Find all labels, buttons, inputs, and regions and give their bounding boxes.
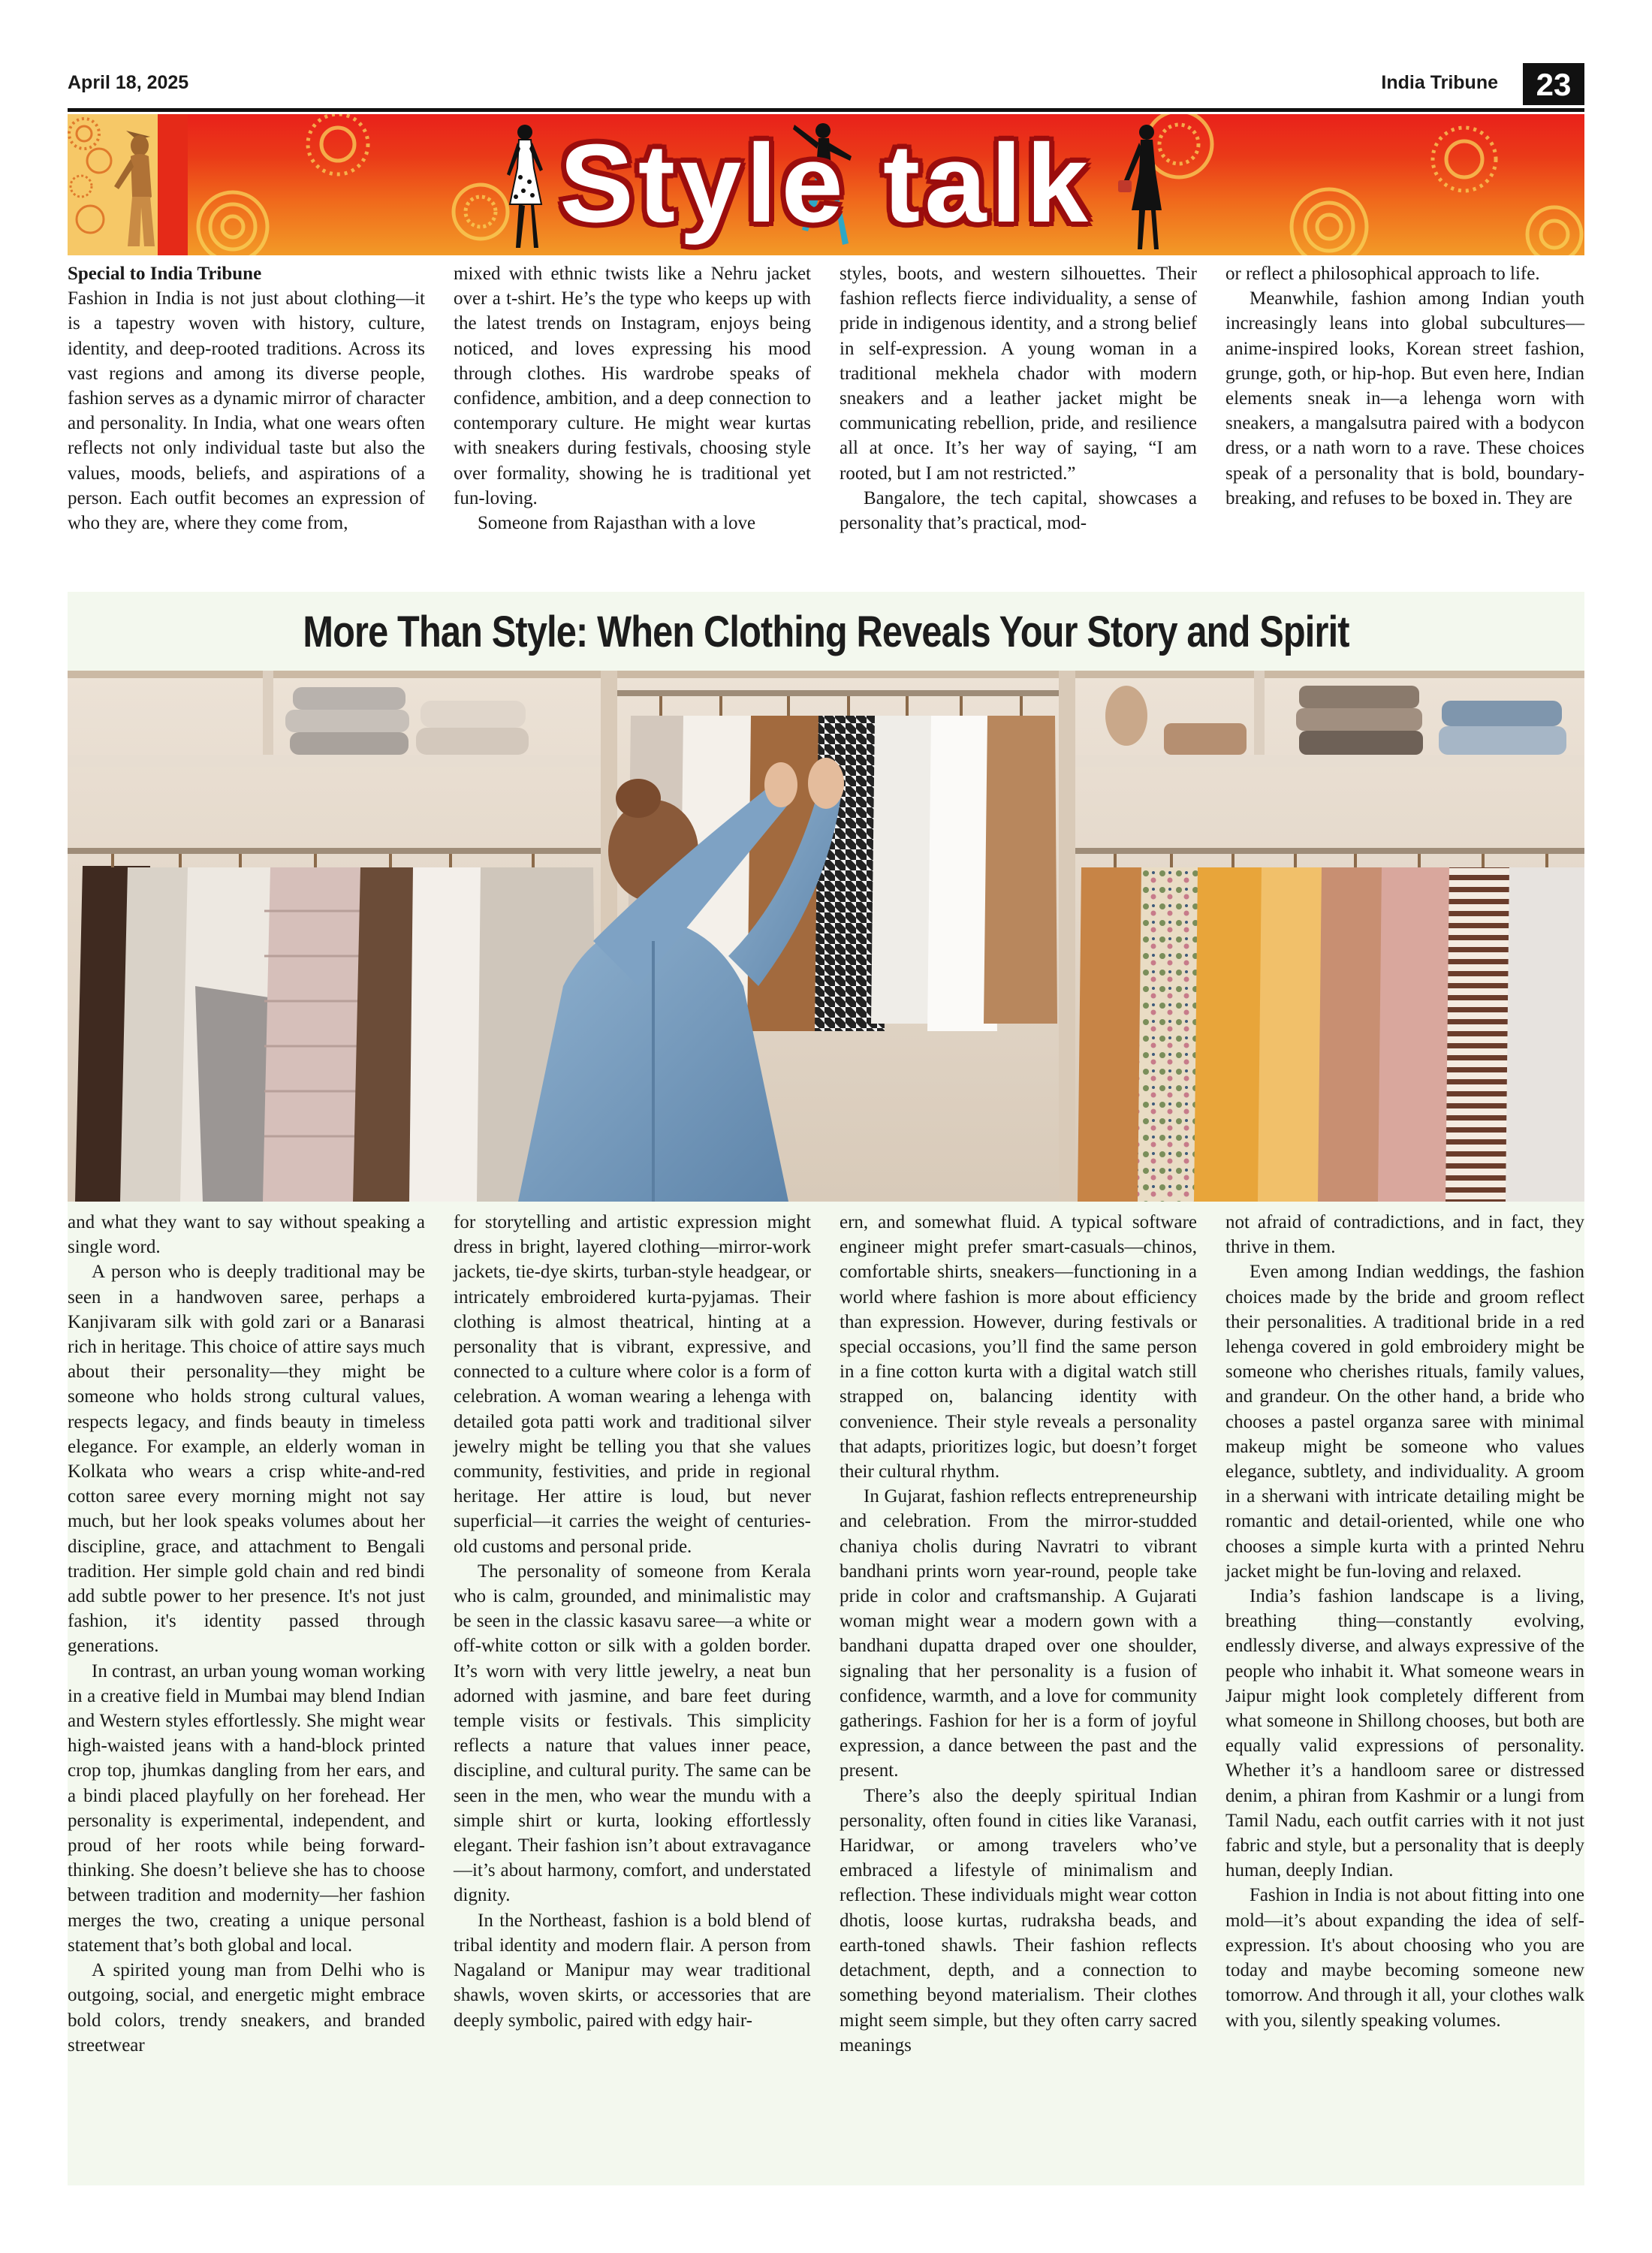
paragraph: styles, boots, and western silhouettes. Their fashion reflects fierce individuality, a sense of pride in indigenous identity, and a strong belief in self-expression. A young woman in a traditional mekhela chador with modern sneakers and a leather jacket might be communicating rebellion, pride, and resilience all at once. It’s her way of saying, “I am rooted, but I am not restricted.” — [840, 264, 1197, 484]
paragraph: There’s also the deeply spiritual Indian personality, often found in cities like Varanasi, Haridwar, or among travelers who’ve embraced a lifestyle of minimalism and reflection. These individuals might wear cotton dhotis, loose kurtas, rudraksha beads, and earth-toned shawls. Their fashion reflects detachment, depth, and a connection to something beyond materialism. Their clothes might seem simple, but they often carry sacred meanings — [840, 1785, 1197, 2055]
paragraph: In the Northeast, fashion is a bold blend of tribal identity and modern flair. A person from Nagaland or Manipur may wear traditional shawls, woven skirts, or accessories that are deeply symbolic, paired with edgy hair- — [454, 1910, 811, 2031]
paragraph: In Gujarat, fashion reflects entrepreneurship and celebration. From the mirror-studded chaniya cholis during Navratri to vibrant bandhani prints worn year-round, people take pride in color and craftsmanship. A Gujarati woman might wear a modern gown with a bandhani dupatta draped over one shoulder, signaling that her personality is a fusion of confidence, warmth, and a love for community gatherings. Fashion for her is a form of joyful expression, a dance between the past and the present. — [840, 1486, 1197, 1781]
article-column-1-bottom — [68, 1210, 425, 2058]
article-column-2-bottom — [454, 1210, 811, 2033]
article-column-2-top — [454, 261, 811, 535]
paragraph: and what they want to say without speaking a single word. — [68, 1212, 425, 1258]
newspaper-name: India Tribune — [1381, 72, 1498, 93]
paragraph: Fashion in India is not just about clothing—it is a tapestry woven with history, culture, identity, and deep-rooted traditions. Across its vast regions and among its diverse people, fashion serves as a dynamic mirror of character and personality. In India, what one wears often reflects not only individual taste but also the values, moods, beliefs, and aspirations of a person. Each outfit becomes an expression of who they are, where they come from, — [68, 288, 425, 534]
paragraph: Meanwhile, fashion among Indian youth increasingly leans into global subcultures—anime-inspired looks, Korean street fashion, grunge, goth, or hip-hop. But even here, Indian elements sneak in—a lehenga worn with sneakers, a mangalsutra paired with a bodycon dress, or a nath worn to a rave. These choices speak of a personality that is bold, boundary-breaking, and refuses to be boxed in. They are — [1225, 288, 1584, 508]
paragraph: Even among Indian weddings, the fashion choices made by the bride and groom reflect their personalities. A traditional bride in a red lehenga covered in gold embroidery might be someone who cherishes rituals, family values, and grandeur. On the other hand, a bride who chooses a pastel organza saree with minimal makeup might be someone who values elegance, subtlety, and individuality. A groom in a sherwani with intricate detailing might be romantic and detail-oriented, while one who chooses a simple kurta with a printed Nehru jacket might be fun-loving and relaxed. — [1225, 1262, 1584, 1582]
paragraph: A spirited young man from Delhi who is outgoing, social, and energetic might embrace bold colors, trendy sneakers, and branded streetwear — [68, 1960, 425, 2055]
folio-header — [68, 66, 1584, 112]
paragraph: ern, and somewhat fluid. A typical software engineer might prefer smart-casuals—chinos, comfortable shirts, sneakers—functioning in a world where fashion is more about efficiency than expression. However, during festivals or special occasions, you’ll find the same person in a fine cotton kurta with a digital watch still strapped on, balancing identity with convenience. Their style reveals a personality that adapts, prioritizes logic, but doesn’t forget their cultural rhythm. — [840, 1212, 1197, 1482]
paragraph: Fashion in India is not about fitting into one mold—it’s about expanding the idea of self-expression. It's about choosing who you are today and maybe becoming someone new tomorrow. And through it all, your clothes walk with you, silently speaking volumes. — [1225, 1885, 1584, 2031]
article-column-1-top — [68, 261, 425, 535]
article-column-3-bottom — [840, 1210, 1197, 2058]
section-banner — [68, 114, 1584, 255]
paragraph: A person who is deeply traditional may be seen in a handwoven saree, perhaps a Kanjivaram silk with gold zari or a Banarasi rich in heritage. This choice of attire says much about their personality—they might be someone who holds strong cultural values, respects legacy, and finds beauty in timeless elegance. For example, an elderly woman in Kolkata who wears a crisp white-and-red cotton saree every morning might not say much, but her look speaks volumes about her discipline, grace, and attachment to Bengali tradition. Her simple gold chain and red bindi add subtle power to her presence. It's not just fashion, it's identity passed through generations. — [68, 1262, 425, 1657]
section-title: Style talk — [559, 122, 1093, 246]
paragraph: not afraid of contradictions, and in fact, they thrive in them. — [1225, 1212, 1584, 1258]
page-number: 23 — [1523, 63, 1584, 105]
article-headline: More Than Style: When Clothing Reveals Your Story and Spirit — [303, 608, 1349, 656]
article-column-3-top — [840, 261, 1197, 535]
paragraph: The personality of someone from Kerala who is calm, grounded, and minimalistic may be seen in the classic kasavu saree—a white or off-white cotton or silk with a golden border. It’s worn with very little jewelry, a neat bun adorned with jasmine, and bare feet during temple visits or festivals. This simplicity reflects a nature that values inner peace, discipline, and cultural purity. The same can be seen in the men, who wear the mundu with a simple shirt or kurta, looking effortlessly elegant. Their fashion isn’t about extravagance—it’s about harmony, comfort, and understated dignity. — [454, 1561, 811, 1906]
paragraph: India’s fashion landscape is a living, breathing thing—constantly evolving, endlessly diverse, and always expressive of the people who inhabit it. What someone wears in Jaipur might look completely different from what someone in Shillong chooses, but both are equally valid expressions of personality. Whether it’s a handloom saree or distressed denim, a phiran from Kashmir or a lungi from Tamil Nadu, each outfit carries with it not just fabric and style, but a personality that is deeply human, deeply Indian. — [1225, 1586, 1584, 1881]
issue-date: April 18, 2025 — [68, 72, 189, 93]
paragraph: for storytelling and artistic expression might dress in bright, layered clothing—mirror-work jackets, tie-dye skirts, turban-style headgear, or intricately embroidered kurta-pyjamas. Their clothing is almost theatrical, hinting at a personality that is vibrant, expressive, and connected to a culture where color is a form of celebration. A woman wearing a lehenga with detailed gota patti work and traditional silver jewelry might be telling you that she values community, festivities, and pride in regional heritage. Her attire is loud, but never superficial—it carries the weight of centuries-old customs and personal pride. — [454, 1212, 811, 1557]
article-column-4-top — [1225, 261, 1584, 511]
paragraph: In contrast, an urban young woman working in a creative field in Mumbai may blend Indian and Western styles effortlessly. She might wear high-waisted jeans with a hand-block printed crop top, jhumkas dangling from her ears, and a bindi placed playfully on her forehead. Her personality is experimental, independent, and proud of her roots while being forward-thinking. She doesn’t believe she has to choose between tradition and modernity—her fashion merges the two, creating a unique personal statement that’s both global and local. — [68, 1660, 425, 1956]
paragraph: or reflect a philosophical approach to life. — [1225, 264, 1540, 284]
paragraph: Someone from Rajasthan with a love — [478, 513, 756, 534]
paragraph: mixed with ethnic twists like a Nehru jacket over a t-shirt. He’s the type who keeps up with the latest trends on Instagram, enjoys being noticed, and loves expressing his mood through clothes. His wardrobe speaks of confidence, ambition, and a deep connection to contemporary culture. He might wear kurtas with sneakers during festivals, choosing style over formality, showing he is traditional yet fun-loving. — [454, 264, 811, 508]
article-column-4-bottom — [1225, 1210, 1584, 2033]
woman-browsing-wardrobe-photo — [68, 671, 1584, 1202]
paragraph: Bangalore, the tech capital, showcases a personality that’s practical, mod- — [840, 487, 1197, 534]
byline: Special to India Tribune — [68, 264, 262, 284]
